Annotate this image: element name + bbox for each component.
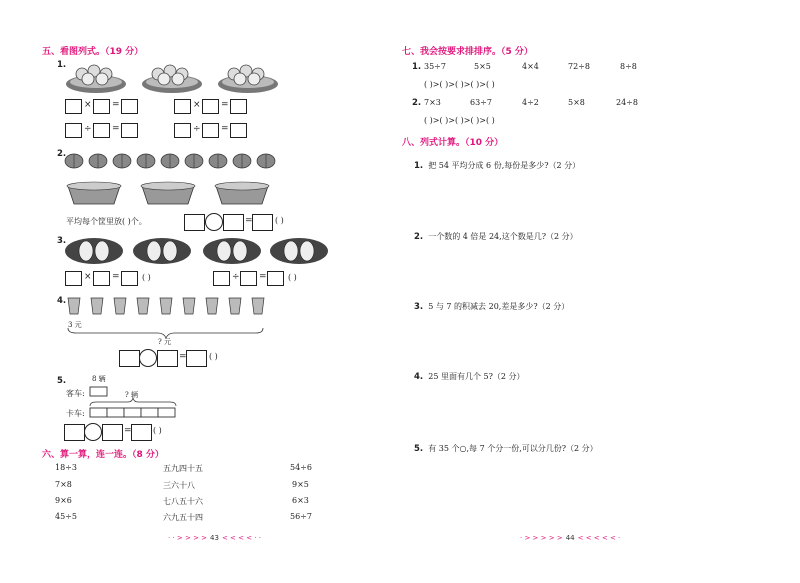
answer-box[interactable] (131, 424, 152, 441)
unit-paren[interactable]: ( ) (142, 273, 151, 282)
answer-box[interactable] (64, 424, 85, 441)
answer-box[interactable] (267, 271, 284, 286)
q5-bus-label: 客车: (66, 389, 85, 398)
answer-box[interactable] (102, 424, 123, 441)
sort-item: 24÷8 (616, 98, 638, 107)
answer-box[interactable] (184, 214, 205, 231)
section-7-title: 七、我会按要求排排序。（5 分） (402, 47, 533, 57)
equals-sign: = (259, 272, 267, 282)
sort-item: 5×5 (474, 62, 491, 71)
baskets-illustration (64, 180, 284, 208)
answer-box[interactable] (119, 350, 140, 367)
sort-item: 7×3 (424, 98, 441, 107)
word-problem: 4. 25 里面有几个 5?（2 分） (414, 372, 525, 382)
q4-unit-price: 3 元 (68, 321, 82, 329)
sort-item: 72÷8 (568, 62, 590, 71)
word-problem: 2. 一个数的 4 倍是 24,这个数是几?（2 分） (414, 232, 578, 242)
answer-box[interactable] (93, 271, 110, 286)
cups-illustration (66, 295, 266, 317)
match-middle-item[interactable]: 七八五十六 (163, 497, 203, 506)
match-right-item[interactable]: 56÷7 (290, 512, 312, 521)
row1-number: 1. (412, 62, 422, 72)
apple-plates-illustration (62, 60, 282, 96)
divide-sign: ÷ (232, 272, 240, 282)
word-problem: 1. 把 54 平均分成 6 份,每份是多少?（2 分） (414, 161, 581, 171)
equals-sign: = (112, 100, 120, 110)
sort-answer-blanks[interactable]: ( )>( )>( )>( )>( ) (424, 116, 495, 125)
times-sign: × (84, 272, 92, 282)
answer-box[interactable] (174, 99, 191, 114)
section-8-title: 八、列式计算。（10 分） (402, 138, 504, 148)
q5-bus-count: 8 辆 (92, 375, 106, 383)
equals-sign: = (221, 100, 229, 110)
match-left-item[interactable]: 45÷5 (55, 512, 77, 521)
sort-item: 4×4 (522, 62, 539, 71)
q2-prompt: 平均每个筐里放( )个。 (66, 217, 147, 226)
answer-box[interactable] (213, 271, 230, 286)
unit-paren[interactable]: ( ) (153, 426, 162, 435)
match-middle-item[interactable]: 五九四十五 (163, 464, 203, 473)
match-right-item[interactable]: 6×3 (292, 496, 309, 505)
answer-box[interactable] (202, 123, 219, 138)
sort-item: 8÷8 (620, 62, 637, 71)
equals-sign: = (179, 352, 187, 362)
answer-box[interactable] (230, 123, 247, 138)
word-problem: 3. 5 与 7 的积减去 20,差是多少?（2 分） (414, 302, 570, 312)
sort-answer-blanks[interactable]: ( )>( )>( )>( )>( ) (424, 80, 495, 89)
operator-circle[interactable] (84, 423, 102, 441)
match-middle-item[interactable]: 六九五十四 (163, 513, 203, 522)
answer-box[interactable] (157, 350, 178, 367)
unit-paren[interactable]: ( ) (275, 216, 284, 225)
match-middle-item[interactable]: 三六十八 (163, 481, 195, 490)
equals-sign: = (245, 216, 253, 226)
unit-paren[interactable]: ( ) (288, 273, 297, 282)
q5-bar-diagram (88, 384, 198, 424)
section-6-title: 六、算一算，连一连。（8 分） (42, 450, 164, 460)
match-right-item[interactable]: 9×5 (292, 480, 309, 489)
row2-number: 2. (412, 98, 422, 108)
page-number-right: · > > > > > 44 < < < < < · (520, 534, 621, 542)
q4-number: 4. (57, 296, 67, 306)
match-left-item[interactable]: 7×8 (55, 480, 72, 489)
sort-item: 63÷7 (470, 98, 492, 107)
answer-box[interactable] (121, 271, 138, 286)
q5-truck-count: ? 辆 (125, 391, 138, 399)
q5-number: 5. (57, 376, 67, 386)
divide-sign: ÷ (193, 124, 201, 134)
answer-box[interactable] (186, 350, 207, 367)
equals-sign: = (221, 124, 229, 134)
pumpkins-illustration (64, 150, 279, 170)
word-problem: 5. 有 35 个○,每 7 个分一份,可以分几份?（2 分） (414, 444, 598, 454)
q5-truck-label: 卡车: (66, 409, 85, 418)
unit-paren[interactable]: ( ) (209, 352, 218, 361)
operator-circle[interactable] (139, 349, 157, 367)
q1-number: 1. (57, 60, 67, 70)
answer-box[interactable] (202, 99, 219, 114)
times-sign: × (193, 100, 201, 110)
q4-total: ? 元 (158, 338, 171, 346)
match-left-item[interactable]: 9×6 (55, 496, 72, 505)
match-left-item[interactable]: 18÷3 (55, 463, 77, 472)
sort-item: 5×8 (568, 98, 585, 107)
answer-box[interactable] (65, 123, 82, 138)
page-number-left: · · > > > > 43 < < < < · · (168, 534, 262, 542)
operator-circle[interactable] (205, 213, 223, 231)
answer-box[interactable] (240, 271, 257, 286)
answer-box[interactable] (121, 99, 138, 114)
answer-box[interactable] (230, 99, 247, 114)
answer-box[interactable] (93, 123, 110, 138)
answer-box[interactable] (65, 271, 82, 286)
equals-sign: = (124, 426, 132, 436)
answer-box[interactable] (174, 123, 191, 138)
q3-number: 3. (57, 236, 67, 246)
section-5-title: 五、看图列式。（19 分） (42, 47, 144, 57)
divide-sign: ÷ (84, 124, 92, 134)
equals-sign: = (112, 124, 120, 134)
answer-box[interactable] (223, 214, 244, 231)
sort-item: 4÷2 (522, 98, 539, 107)
answer-box[interactable] (121, 123, 138, 138)
pear-plates-illustration (64, 234, 329, 266)
answer-box[interactable] (93, 99, 110, 114)
answer-box[interactable] (65, 99, 82, 114)
times-sign: × (84, 100, 92, 110)
answer-box[interactable] (252, 214, 273, 231)
sort-item: 35÷7 (424, 62, 446, 71)
match-right-item[interactable]: 54÷6 (290, 463, 312, 472)
q2-number: 2. (57, 149, 67, 159)
equals-sign: = (112, 272, 120, 282)
